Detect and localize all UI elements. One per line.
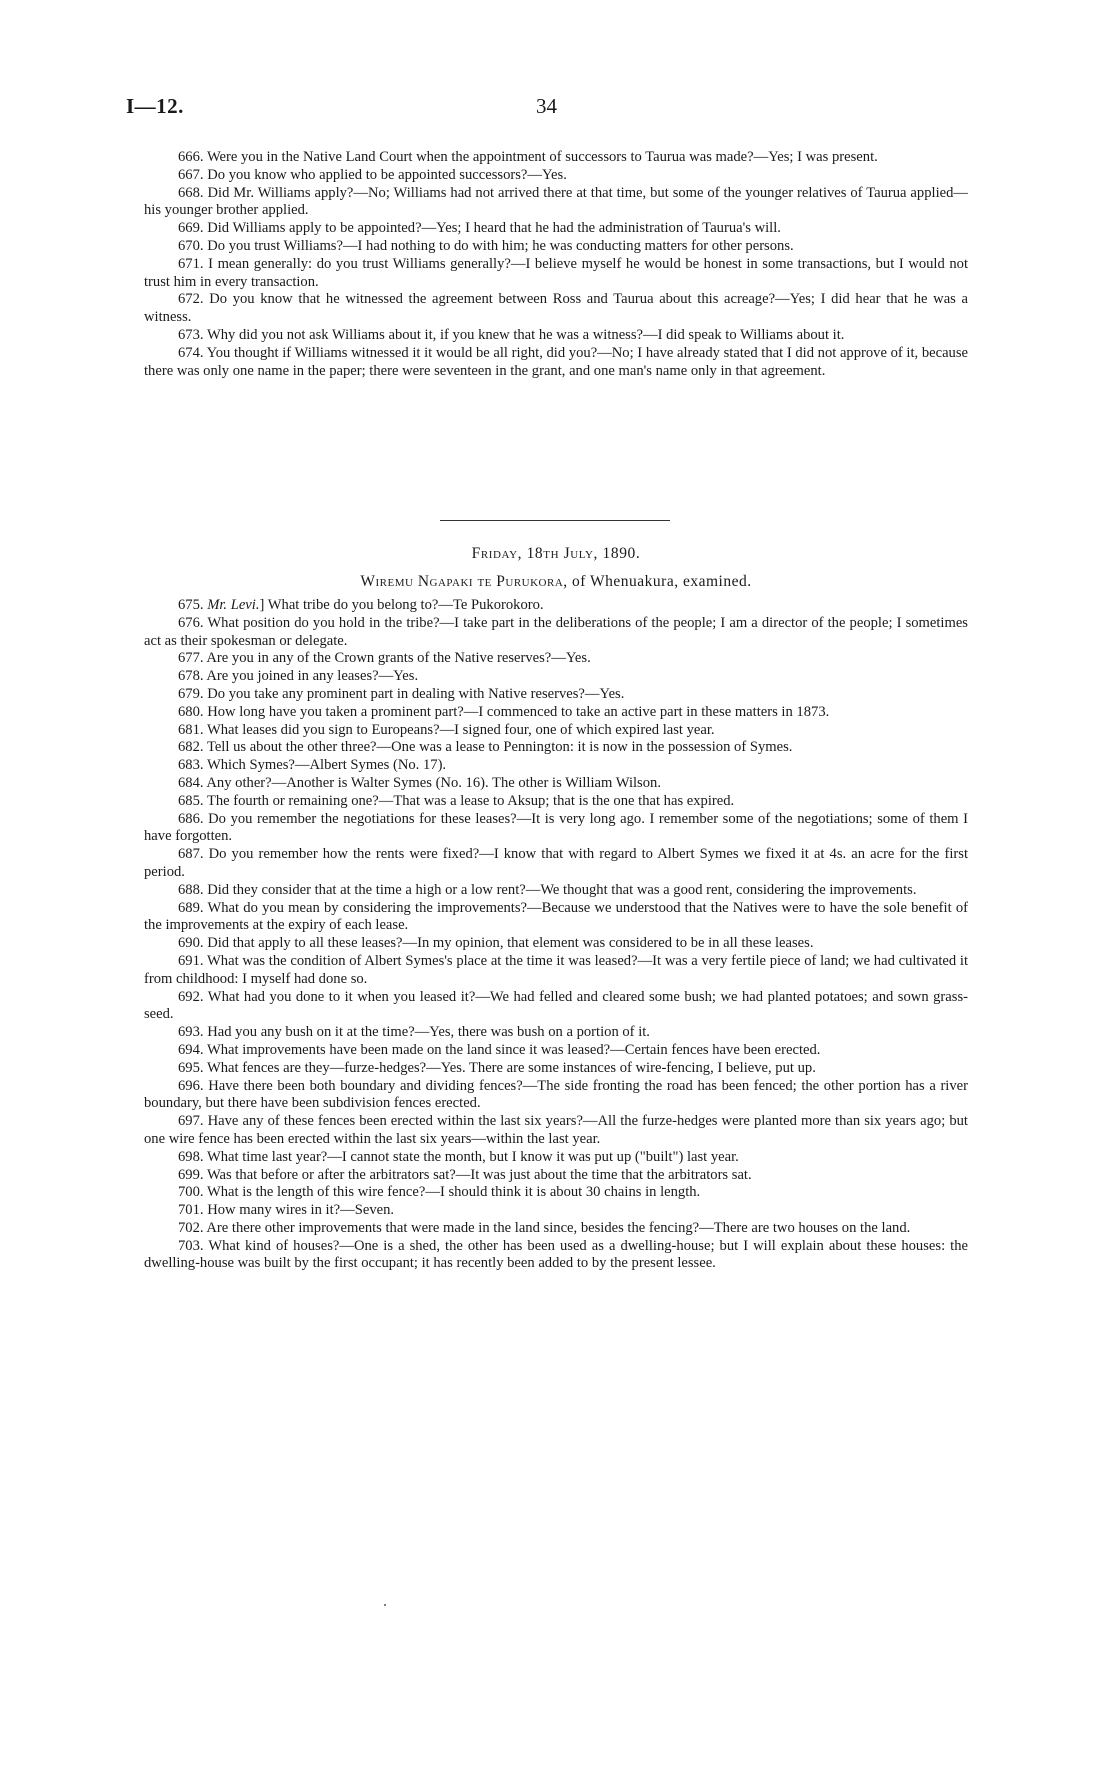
question-number: 686. (178, 810, 204, 827)
question-text: Why did you not ask Williams about it, if you knew that he was a witness?—I did speak to Williams about it. (206, 326, 845, 343)
question-text: Are there other improvements that were made in the land since, besides the fencing?—There are two houses on the land. (206, 1219, 911, 1236)
question-text: Do you trust Williams?—I had nothing to do with him; he was conducting matters for other persons. (207, 237, 794, 254)
question-number: 678. (178, 668, 204, 685)
question-paragraph (144, 846, 968, 882)
question-number: 681. (178, 721, 204, 738)
question-text: Did they consider that at the time a high or a low rent?—We thought that was a good rent, considering the improvements. (207, 881, 917, 898)
question-paragraph (144, 793, 968, 811)
question-text: Did Williams apply to be appointed?—Yes; I heard that he had the administration of Taurua's will. (207, 220, 781, 237)
question-paragraph (144, 739, 968, 757)
question-paragraph (144, 167, 968, 185)
question-number: 673. (178, 326, 204, 343)
question-paragraph (144, 220, 968, 238)
question-paragraph (144, 811, 968, 847)
question-paragraph (144, 1220, 968, 1238)
question-paragraph (144, 1184, 968, 1202)
question-number: 703. (178, 1237, 204, 1254)
question-number: 668. (178, 184, 204, 201)
question-text: What kind of houses?—One is a shed, the other has been used as a dwelling-house; but I will explain about these houses: the dwelling-house was built by the first occupant; it has recently been added to by the present lessee. (144, 1237, 968, 1272)
question-text: Have there been both boundary and dividing fences?—The side fronting the road has been fenced; the other portion has a river boundary, but there have been subdivision fences erected. (144, 1077, 968, 1112)
question-number: 694. (178, 1041, 204, 1058)
question-number: 698. (178, 1148, 204, 1165)
question-number: 692. (178, 988, 204, 1005)
question-text: Do you remember how the rents were fixed?—I know that with regard to Albert Symes we fixed it at 4s. an acre for the first period. (144, 846, 968, 880)
question-text: Do you know who applied to be appointed successors?—Yes. (207, 166, 567, 183)
question-text: What do you mean by considering the improvements?—Because we understood that the Natives were to have the sole benefit of the improvements at the expiry of each lease. (144, 899, 968, 934)
date-heading: Friday, 18th July, 1890. (471, 545, 641, 562)
question-paragraph (144, 1167, 968, 1185)
question-paragraph (144, 1078, 968, 1114)
question-number: 690. (178, 935, 204, 952)
question-text: I mean generally: do you trust Williams generally?—I believe myself he would be honest in some transactions, but I would not trust him in every transaction. (144, 255, 968, 290)
page-header (126, 94, 966, 124)
question-paragraph (144, 1024, 968, 1042)
question-number: 693. (178, 1024, 204, 1041)
question-number: 700. (178, 1184, 204, 1201)
question-text: Any other?—Another is Walter Symes (No. 16). The other is William Wilson. (206, 774, 661, 791)
question-number: 695. (178, 1059, 204, 1076)
question-paragraph (144, 668, 968, 686)
question-paragraph: 675. Mr. Levi.] What tribe do you belong to?—Te Pukorokoro. (178, 597, 544, 613)
question-paragraph (144, 953, 968, 989)
question-text: What fences are they—furze-hedges?—Yes. There are some instances of wire-fencing, I believe, put up. (206, 1059, 816, 1076)
question-number: 687. (178, 846, 204, 863)
question-paragraph (144, 650, 968, 668)
question-number: 685. (178, 792, 204, 809)
question-text: Do you know that he witnessed the agreement between Ross and Taurua about this acreage?—Yes; I did hear that he was a witness. (144, 291, 968, 326)
question-paragraph (144, 1113, 968, 1149)
page-number: 34 (536, 94, 557, 118)
question-number: 671. (178, 255, 204, 272)
question-number: 669. (178, 220, 204, 237)
question-text: Do you take any prominent part in dealing with Native reserves?—Yes. (207, 685, 625, 702)
question-number: 689. (178, 899, 204, 916)
question-number: 702. (178, 1219, 204, 1236)
evidence-block-first (144, 149, 968, 380)
question-paragraph (144, 1060, 968, 1078)
stray-mark (384, 1604, 386, 1606)
question-paragraph (144, 989, 968, 1025)
question-number: 696. (178, 1077, 204, 1094)
question-number: 699. (178, 1166, 204, 1183)
question-paragraph (144, 1202, 968, 1220)
question-text: Tell us about the other three?—One was a lease to Pennington: it is now in the possession of Symes. (206, 739, 793, 756)
question-text: Which Symes?—Albert Symes (No. 17). (206, 757, 447, 774)
question-text: What tribe do you belong to?—Te Pukorokoro. (267, 597, 544, 613)
question-text: How long have you taken a prominent part?—I commenced to take an active part in these matters in 1873. (207, 703, 830, 720)
question-text: Did that apply to all these leases?—In my opinion, that element was considered to be in all these leases. (207, 935, 814, 952)
question-paragraph (144, 185, 968, 221)
question-paragraph (144, 686, 968, 704)
question-text: Are you in any of the Crown grants of the Native reserves?—Yes. (206, 650, 591, 667)
question-paragraph (144, 775, 968, 793)
question-number: 667. (178, 166, 204, 183)
question-text: Were you in the Native Land Court when the appointment of successors to Taurua was made?—Yes; I was present. (206, 149, 878, 165)
question-number: 676. (178, 614, 204, 631)
question-paragraph (144, 256, 968, 292)
question-text: What improvements have been made on the land since it was leased?—Certain fences have been erected. (206, 1041, 821, 1058)
question-number: 666. (178, 149, 204, 165)
question-number: 677. (178, 650, 204, 667)
question-paragraph (144, 722, 968, 740)
question-paragraph (144, 345, 968, 381)
question-paragraph (144, 882, 968, 900)
question-text: Are you joined in any leases?—Yes. (206, 668, 419, 685)
question-paragraph (144, 149, 968, 167)
witness-heading (144, 573, 968, 591)
question-number: 680. (178, 703, 204, 720)
question-text: The fourth or remaining one?—That was a lease to Aksup; that is the one that has expired. (206, 792, 735, 809)
question-text: Did Mr. Williams apply?—No; Williams had not arrived there at that time, but some of the younger relatives of Taurua applied—his younger brother applied. (144, 184, 968, 219)
question-text: Had you any bush on it at the time?—Yes, there was bush on a portion of it. (207, 1024, 650, 1041)
question-paragraph (144, 1042, 968, 1060)
question-paragraph (144, 327, 968, 345)
question-text: What is the length of this wire fence?—I should think it is about 30 chains in length. (206, 1184, 701, 1201)
evidence-block-second (144, 597, 968, 1273)
question-number: 674. (178, 344, 204, 361)
question-number: 679. (178, 685, 204, 702)
question-paragraph (144, 900, 968, 936)
question-number: 701. (178, 1202, 204, 1219)
question-number: 683. (178, 757, 204, 774)
question-text: What leases did you sign to Europeans?—I signed four, one of which expired last year. (206, 721, 715, 738)
question-number: 684. (178, 774, 204, 791)
section-divider (440, 520, 670, 521)
question-number: 670. (178, 237, 204, 254)
question-paragraph (144, 757, 968, 775)
question-text: Do you remember the negotiations for these leases?—It is very long ago. I remember some of the negotiations; some of them I have forgotten. (144, 810, 968, 845)
question-number: 675. (178, 597, 204, 613)
question-paragraph (144, 935, 968, 953)
question-paragraph (144, 291, 968, 327)
question-paragraph (144, 238, 968, 256)
question-text: Was that before or after the arbitrators sat?—It was just about the time that the arbitrators sat. (206, 1166, 752, 1183)
question-number: 682. (178, 739, 204, 756)
question-text: What time last year?—I cannot state the month, but I know it was put up ("built") last year. (206, 1148, 739, 1165)
question-text: What was the condition of Albert Symes's place at the time it was leased?—It was a very fertile piece of land; we had cultivated it from childhood: I myself had done so. (144, 952, 968, 987)
question-text: You thought if Williams witnessed it it would be all right, did you?—No; I have already stated that I did not approve of it, because there was only one name in the paper; there were seventeen in the grant, and one man's name only in that agreement. (144, 344, 969, 379)
question-text: Have any of these fences been erected within the last six years?—All the furze-hedges were planted more than six years ago; but one wire fence has been erected within the last six years—within the last year. (144, 1113, 968, 1147)
report-reference: I—12. (126, 94, 184, 118)
witness-name: Wiremu Ngapaki te Purukora (360, 573, 564, 590)
question-paragraph (144, 1238, 968, 1274)
question-number: 697. (178, 1113, 204, 1130)
question-text: What position do you hold in the tribe?—I take part in the deliberations of the people; I am a director of the people; I sometimes act as their spokesman or delegate. (144, 614, 968, 649)
witness-detail: , of Whenuakura, examined. (563, 573, 752, 590)
question-paragraph (144, 615, 968, 651)
question-paragraph (144, 1149, 968, 1167)
question-number: 672. (178, 291, 204, 308)
question-number: 691. (178, 952, 204, 969)
question-text: How many wires in it?—Seven. (207, 1202, 395, 1219)
question-paragraph (144, 704, 968, 722)
question-number: 688. (178, 881, 204, 898)
examiner-name: Mr. Levi. (207, 597, 260, 613)
question-text: What had you done to it when you leased it?—We had felled and cleared some bush; we had planted potatoes; and sown grass-seed. (144, 988, 968, 1023)
